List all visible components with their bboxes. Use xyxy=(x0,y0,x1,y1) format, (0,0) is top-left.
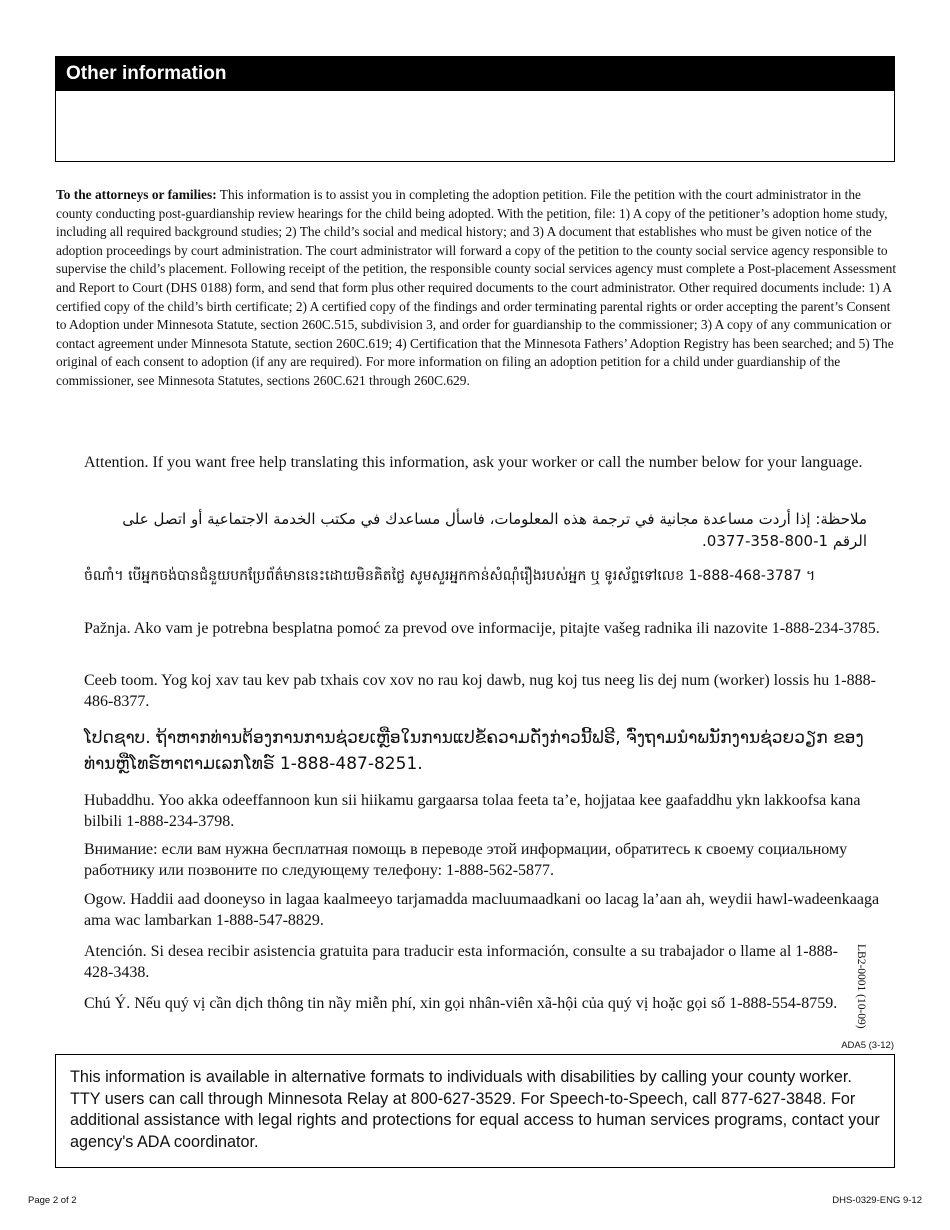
translation-hmong: Ceeb toom. Yog koj xav tau kev pab txhais cov xov no rau koj dawb, nug koj tus neeg lis dej num (worker) lossis hu 1-888-486-8377. xyxy=(84,672,876,710)
attorneys-notice xyxy=(56,186,898,391)
translation-form-code: LB2-0001 (10-09) xyxy=(855,944,867,1029)
translation-somali: Ogow. Haddii aad dooneyso in lagaa kaalmeeyo tarjamadda macluumaadkani oo lacag la’aan ah, weydii hawl-wadeenkaaga ama wac lambarkan 1-888-547-8829. xyxy=(84,891,880,929)
translation-oromo: Hubaddhu. Yoo akka odeeffannoon kun sii hiikamu gargaarsa tolaa feeta ta’e, hojjataa kee gaafaddhu ykn lakkoofsa kana bilbili 1-888-234-3798. xyxy=(84,792,861,830)
translation-russian: Внимание: если вам нужна бесплатная помощь в переводе этой информации, обратитесь к своему социальному работнику или позвоните по следующему телефону: 1-888-562-5877. xyxy=(84,841,848,879)
translation-english: Attention. If you want free help translating this information, ask your worker or call the number below for your language. xyxy=(84,454,863,471)
translation-lao: ໂປດຊາບ. ຖ້າຫາກທ່ານຕ້ອງການການຊ່ວຍເຫຼືອໃນການແປຂໍ້ຄວາມດັ່ງກ່າວນີ້ຟຣີ, ຈົ່ງຖາມນຳພນັກງານຊ່ວຍວຽກ ຂອງທ່ານຫຼືໂທຣ໌ຫາຕາມເລກໂທຣ໌ 1-888-487-8251. xyxy=(84,728,864,774)
translation-spanish: Atención. Si desea recibir asistencia gratuita para traducir esta información, consulte a su trabajador o llame al 1-888-428-3438. xyxy=(84,943,838,981)
translation-khmer: ចំណាំ។ បើអ្នកចង់បានជំនួយបកប្រែព័ត៌មាននេះដោយមិនគិតថ្លៃ សូមសួរអ្នកកាន់សំណុំរឿងរបស់អ្នក ឬ ទូរស័ព្ទទៅលេខ 1-888-468-3787 ។ xyxy=(84,568,816,584)
ada-notice: This information is available in alternative formats to individuals with disabilities by calling your county worker. TTY users can call through Minnesota Relay at 800-627-3529. For Speech-to-Speech, call 877-627-3848. For additional assistance with legal rights and protections for equal access to human services programs, contact your agency's ADA coordinator. xyxy=(55,1054,895,1168)
translation-arabic: ملاحظة: إذا أردت مساعدة مجانية في ترجمة هذه المعلومات، فاسأل مساعدك في مكتب الخدمة الاجتماعية أو اتصل على الرقم 1-800-358-0377. xyxy=(122,510,867,550)
translation-vietnamese: Chú Ý. Nếu quý vị cần dịch thông tin nầy miễn phí, xin gọi nhân-viên xã-hội của quý vị hoặc gọi số 1-888-554-8759. xyxy=(84,995,838,1012)
attorneys-notice-body: This information is to assist you in completing the adoption petition. File the petition with the court administrator in the county conducting post-guardianship review hearings for the child being adopted. With the petition, file: 1) A copy of the petitioner’s adoption home study, including all required background studies; 2) The child’s social and medical history; and 3) A document that establishes who must be given notice of the adoption proceedings by court administration. The court administrator will forward a copy of the petition to the county social service agency responsible to supervise the child’s placement. Following receipt of the petition, the responsible county social services agency must complete a Post-placement Assessment and Report to Court (DHS 0188) form, and send that form plus other required documents to the court administrator. Other required documents include: 1) A certified copy of the child’s birth certificate; 2) A certified copy of the findings and order terminating parental rights or order accepting the parent’s Consent to Adoption under Minnesota Statute, section 260C.515, subdivision 3, and order for guardianship to the commissioner; 3) A copy of any communication or contact agreement under Minnesota Statute, section 260C.619; 4) Certification that the Minnesota Fathers’ Adoption Registry has been searched; and 5) The original of each consent to adoption (if any are required). For more information on filing an adoption petition for a child under guardianship of the commissioner, see Minnesota Statutes, sections 260C.621 through 260C.629. xyxy=(56,187,897,388)
ada-form-code: ADA5 (3-12) xyxy=(841,1040,894,1051)
translation-bosnian: Pažnja. Ako vam je potrebna besplatna pomoć za prevod ove informacije, pitajte vašeg radnika ili nazovite 1-888-234-3785. xyxy=(84,620,880,637)
page-number: Page 2 of 2 xyxy=(28,1195,77,1206)
attorneys-notice-lead: To the attorneys or families: xyxy=(56,187,217,202)
other-information-header: Other information xyxy=(55,56,895,91)
form-number: DHS-0329-ENG 9-12 xyxy=(832,1195,922,1206)
other-information-field[interactable] xyxy=(55,91,895,162)
